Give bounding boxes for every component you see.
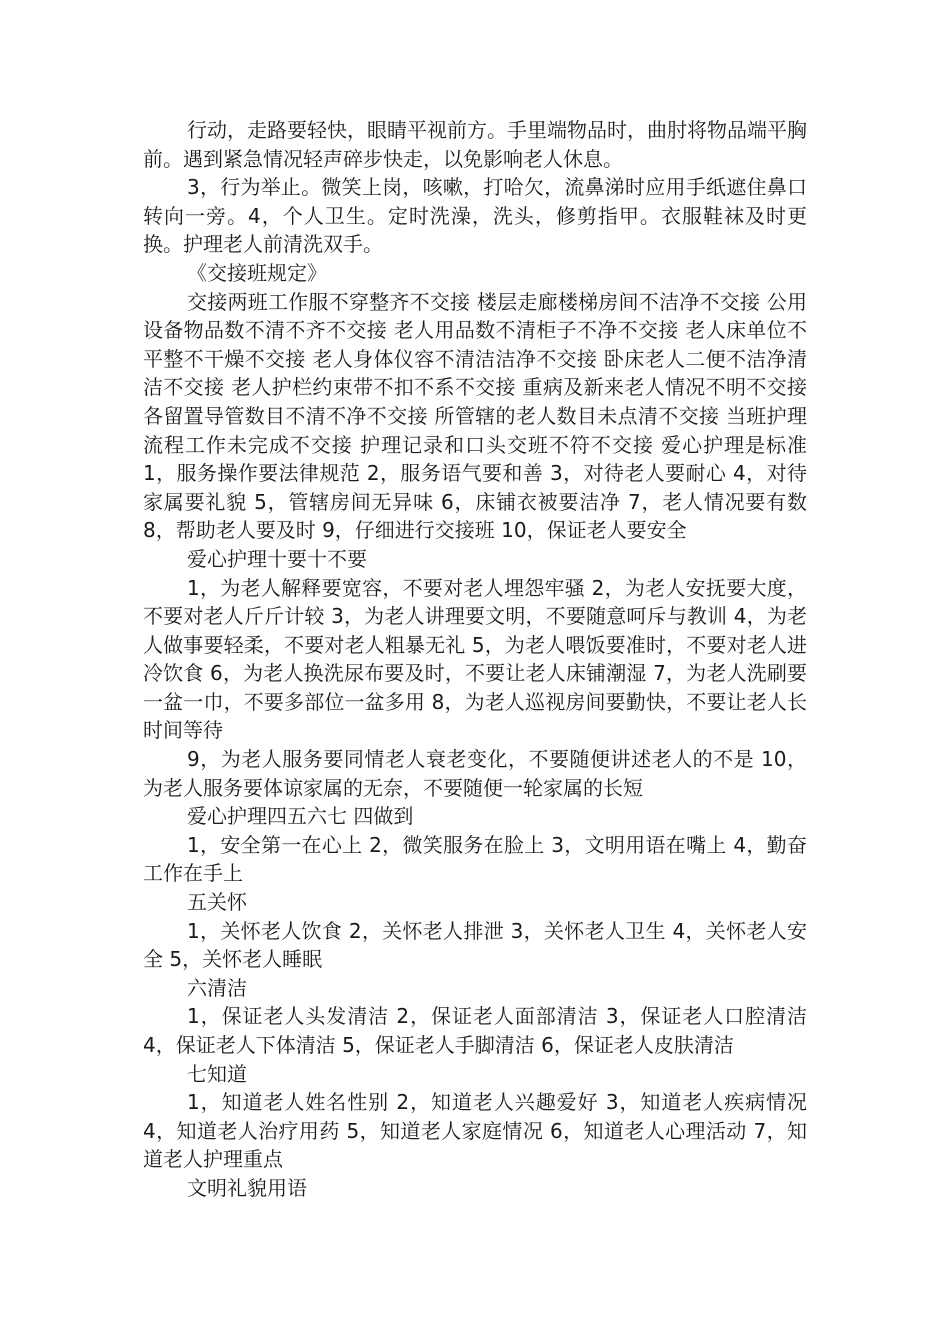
paragraph-walking: 行动，走路要轻快，眼睛平视前方。手里端物品时，曲肘将物品端平胸前。遇到紧急情况轻声碎步快走，以免影响老人休息。 (143, 118, 807, 171)
heading-handover-rules: 《交接班规定》 (187, 260, 327, 285)
heading-polite-language: 文明礼貌用语 (187, 1175, 307, 1200)
heading-ten-dos-donts: 爱心护理十要十不要 (187, 546, 367, 571)
paragraph-ten-dos-donts-part1: 1，为老人解释要宽容，不要对老人埋怨牢骚 2，为老人安抚要大度，不要对老人斤斤计较 3，为老人讲理要文明，不要随意呵斥与教训 4，为老人做事要轻柔，不要对老人粗暴无礼 5，为老人喂饭要准时，不要对老人进冷饮食 6，为老人换洗尿布要及时，不要让老人床铺潮湿 7，为老人洗刷要一盆一巾，不要多部位一盆多用 8，为老人巡视房间要勤快，不要让老人长时间等待 (143, 575, 807, 743)
paragraph-handover-rules: 交接两班工作服不穿整齐不交接 楼层走廊楼梯房间不洁净不交接 公用设备物品数不清不齐不交接 老人用品数不清柜子不净不交接 老人床单位不平整不干燥不交接 老人身体仪容不清洁洁净不交接 卧床老人二便不洁净清洁不交接 老人护栏约束带不扣不系不交接 重病及新来老人情况不明不交接 各留置导管数目不清不净不交接 所管辖的老人数目未点清不交接 当班护理流程工作未完成不交接 护理记录和口头交班不符不交接 爱心护理是标准 1，服务操作要法律规范 2，服务语气要和善 3，对待老人要耐心 4，对待家属要礼貌 5，管辖房间无异味 6，床铺衣被要洁净 7，老人情况要有数 8，帮助老人要及时 9，仔细进行交接班 10，保证老人要安全 (143, 289, 807, 543)
paragraph-ten-dos-donts-part2: 9，为老人服务要同情老人衰老变化，不要随便讲述老人的不是 10，为老人服务要体谅家属的无奈，不要随便一轮家属的长短 (143, 747, 807, 800)
paragraph-seven-knows: 1，知道老人姓名性别 2，知道老人兴趣爱好 3，知道老人疾病情况 4，知道老人治疗用药 5，知道老人家庭情况 6，知道老人心理活动 7，知道老人护理重点 (143, 1090, 807, 1172)
paragraph-six-cleanliness: 1，保证老人头发清洁 2，保证老人面部清洁 3，保证老人口腔清洁 4，保证老人下体清洁 5，保证老人手脚清洁 6，保证老人皮肤清洁 (143, 1004, 807, 1057)
document-body (143, 116, 807, 1203)
heading-seven-knows: 七知道 (187, 1061, 247, 1086)
heading-four-musts: 爱心护理四五六七 四做到 (187, 804, 414, 829)
heading-five-cares: 五关怀 (187, 890, 247, 915)
paragraph-five-cares: 1，关怀老人饮食 2，关怀老人排泄 3，关怀老人卫生 4，关怀老人安全 5，关怀老人睡眠 (143, 918, 807, 972)
heading-six-cleanliness: 六清洁 (187, 975, 247, 1000)
paragraph-four-musts: 1，安全第一在心上 2，微笑服务在脸上 3，文明用语在嘴上 4，勤奋工作在手上 (143, 832, 807, 886)
paragraph-behavior-hygiene: 3，行为举止。微笑上岗，咳嗽，打哈欠，流鼻涕时应用手纸遮住鼻口转向一旁。4，个人卫生。定时洗澡，洗头，修剪指甲。衣服鞋袜及时更换。护理老人前清洗双手。 (143, 175, 807, 257)
